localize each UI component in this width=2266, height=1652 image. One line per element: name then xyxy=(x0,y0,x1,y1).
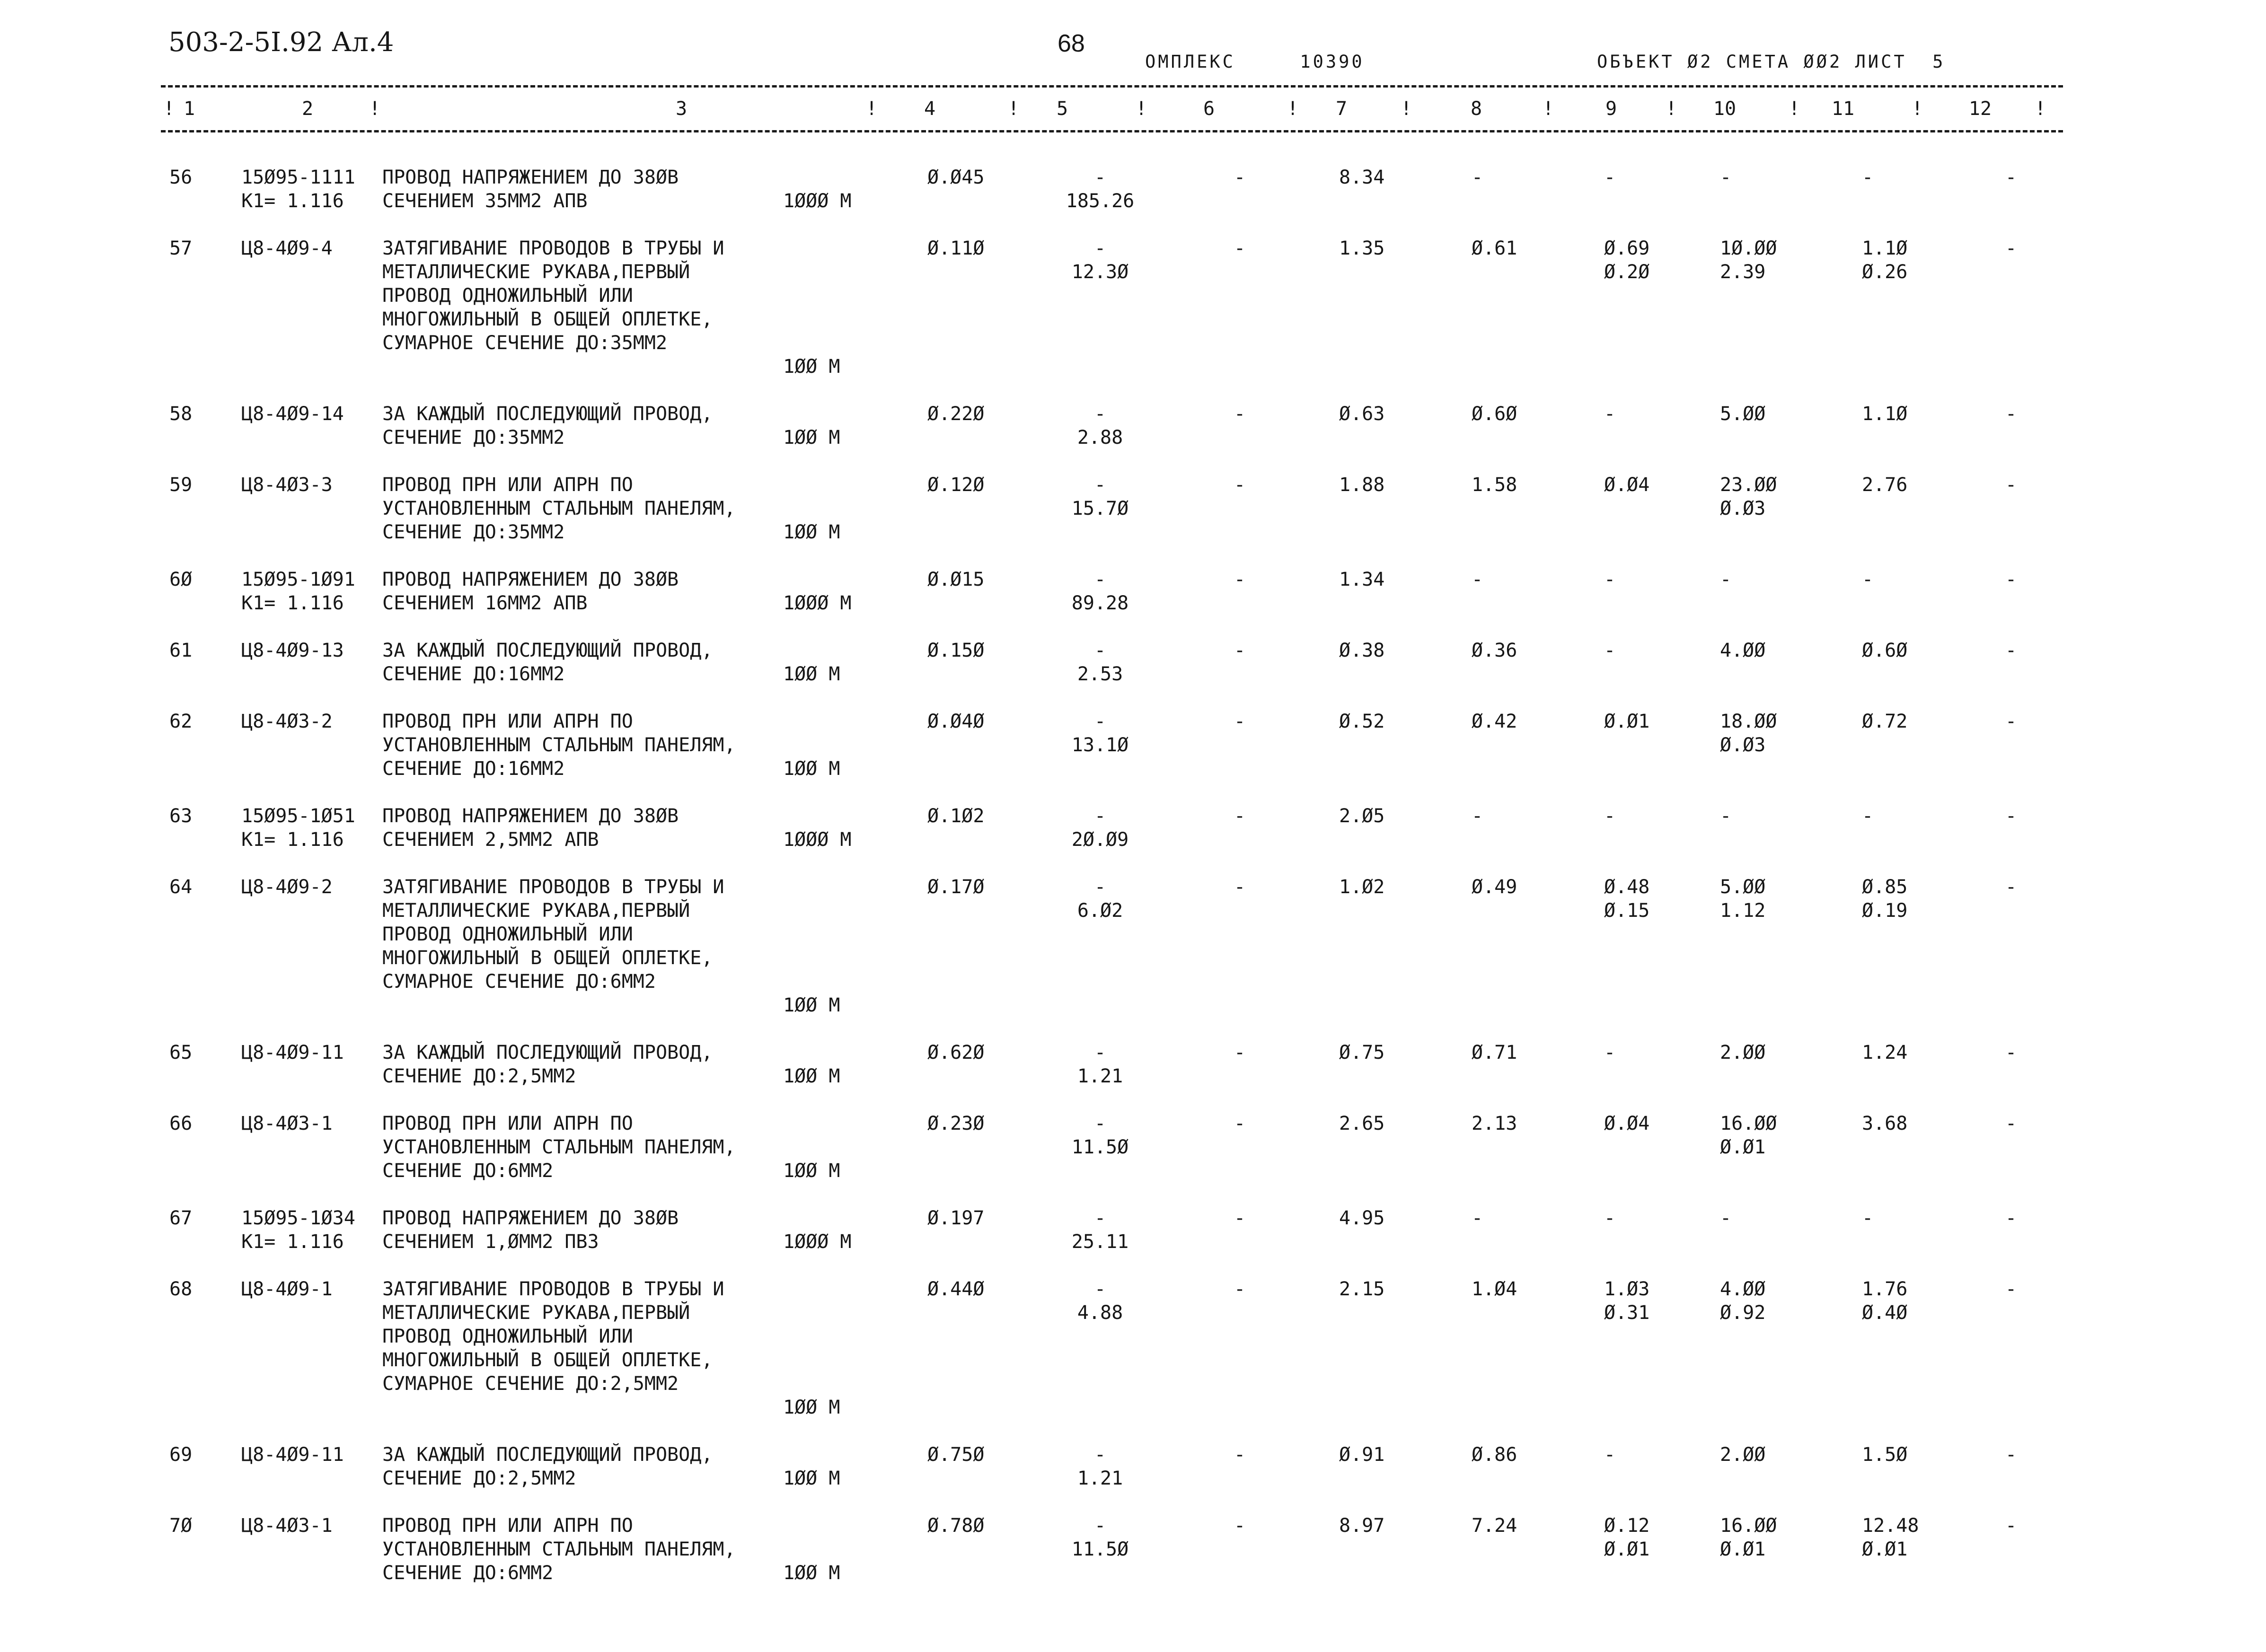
unit-cost: 1.21 xyxy=(1077,1065,1123,1087)
col7-value: 2.Ø5 xyxy=(1339,805,1385,827)
column-number-1: 1 xyxy=(183,98,195,120)
col11-value: 1.1Ø xyxy=(1862,237,1908,259)
col11-value: Ø.85 xyxy=(1862,876,1908,898)
col10-value: - xyxy=(1720,805,1732,827)
work-description-line: УСТАНОВЛЕННЫМ СТАЛЬНЫМ ПАНЕЛЯМ, xyxy=(382,1136,736,1158)
unit-cost-dash: - xyxy=(1094,711,1106,732)
work-description-line: ПРОВОД НАПРЯЖЕНИЕМ ДО 38ØВ xyxy=(382,805,679,827)
rate-code: Ц8-4Ø9-1 xyxy=(241,1278,333,1300)
row-number: 69 xyxy=(169,1444,193,1466)
measurement-unit: 1ØØ М xyxy=(783,1397,840,1418)
unit-cost: 2Ø.Ø9 xyxy=(1071,829,1129,851)
unit-cost: 25.11 xyxy=(1071,1231,1129,1253)
column-separator: ! xyxy=(1401,98,1412,120)
rate-code: Ц8-4Ø9-11 xyxy=(241,1042,344,1063)
work-description-line: ЗА КАЖДЫЙ ПОСЛЕДУЮЩИЙ ПРОВОД, xyxy=(382,1444,713,1466)
col8-value: 1.Ø4 xyxy=(1472,1278,1517,1300)
col8-value: Ø.6Ø xyxy=(1472,403,1517,425)
col12-value: - xyxy=(2005,474,2017,496)
col6-value: - xyxy=(1234,711,1246,732)
rate-code: Ц8-4Ø9-11 xyxy=(241,1444,344,1466)
unit-cost-dash: - xyxy=(1094,474,1106,496)
measurement-unit: 1ØØ М xyxy=(783,1467,840,1489)
quantity: Ø.23Ø xyxy=(927,1113,985,1134)
col11-value: 1.5Ø xyxy=(1862,1444,1908,1466)
measurement-unit: 1ØØØ М xyxy=(783,829,852,851)
col7-value: 1.34 xyxy=(1339,569,1385,590)
col10-value-sub: 2.39 xyxy=(1720,261,1766,283)
rate-code: Ц8-4Ø9-14 xyxy=(241,403,344,425)
quantity: Ø.11Ø xyxy=(927,237,985,259)
col6-value: - xyxy=(1234,474,1246,496)
col10-value: 4.ØØ xyxy=(1720,1278,1766,1300)
measurement-unit: 1ØØ М xyxy=(783,1562,840,1584)
col10-value: 2.ØØ xyxy=(1720,1042,1766,1063)
quantity: Ø.44Ø xyxy=(927,1278,985,1300)
col10-value: 18.ØØ xyxy=(1720,711,1777,732)
col7-value: Ø.91 xyxy=(1339,1444,1385,1466)
col7-value: 1.88 xyxy=(1339,474,1385,496)
col12-value: - xyxy=(2005,805,2017,827)
col11-value: - xyxy=(1862,805,1874,827)
measurement-unit: 1ØØ М xyxy=(783,1160,840,1182)
col6-value: - xyxy=(1234,1042,1246,1063)
work-description-line: СЕЧЕНИЕ ДО:35ММ2 xyxy=(382,427,565,448)
col10-value: - xyxy=(1720,167,1732,188)
row-number: 58 xyxy=(169,403,193,425)
coefficient: К1= 1.116 xyxy=(241,829,344,851)
col7-value: 8.34 xyxy=(1339,167,1385,188)
col6-value: - xyxy=(1234,403,1246,425)
col8-value: Ø.61 xyxy=(1472,237,1517,259)
col11-value-sub: Ø.4Ø xyxy=(1862,1302,1908,1324)
col9-value: - xyxy=(1604,640,1616,661)
unit-cost-dash: - xyxy=(1094,1278,1106,1300)
work-description-line: СЕЧЕНИЕ ДО:2,5ММ2 xyxy=(382,1065,576,1087)
measurement-unit: 1ØØ М xyxy=(783,356,840,378)
work-description-line: ЗА КАЖДЫЙ ПОСЛЕДУЮЩИЙ ПРОВОД, xyxy=(382,640,713,661)
col9-value: Ø.48 xyxy=(1604,876,1650,898)
work-description-line: СЕЧЕНИЕ ДО:16ММ2 xyxy=(382,663,565,685)
col11-value: 1.24 xyxy=(1862,1042,1908,1063)
col10-value: 4.ØØ xyxy=(1720,640,1766,661)
col11-value-sub: Ø.19 xyxy=(1862,900,1908,922)
col8-value: 2.13 xyxy=(1472,1113,1517,1134)
col10-value: 5.ØØ xyxy=(1720,403,1766,425)
work-description-line: ПРОВОД ПРН ИЛИ АПРН ПО xyxy=(382,1113,633,1134)
rate-code: 15Ø95-1111 xyxy=(241,167,355,188)
column-number-5: 5 xyxy=(1056,98,1068,120)
work-description-line: СЕЧЕНИЕМ 1,ØММ2 ПВ3 xyxy=(382,1231,599,1253)
unit-cost-dash: - xyxy=(1094,1207,1106,1229)
document-code: 503-2-5I.92 Ал.4 xyxy=(168,27,394,58)
unit-cost-dash: - xyxy=(1094,403,1106,425)
work-description-line: ЗА КАЖДЫЙ ПОСЛЕДУЮЩИЙ ПРОВОД, xyxy=(382,1042,713,1063)
work-description-line: МЕТАЛЛИЧЕСКИЕ РУКАВА,ПЕРВЫЙ xyxy=(382,900,690,922)
work-description-line: СЕЧЕНИЕМ 2,5ММ2 АПВ xyxy=(382,829,599,851)
work-description-line: СЕЧЕНИЕ ДО:6ММ2 xyxy=(382,1160,554,1182)
column-number-3: 3 xyxy=(675,98,688,120)
col10-value: 1Ø.ØØ xyxy=(1720,237,1777,259)
complex-number: ОМПЛЕКС 10390 xyxy=(1145,52,1365,72)
unit-cost: 2.88 xyxy=(1077,427,1123,448)
col9-value: Ø.69 xyxy=(1604,237,1650,259)
measurement-unit: 1ØØØ М xyxy=(783,190,852,212)
col10-value-sub: Ø.Ø3 xyxy=(1720,498,1766,519)
rate-code: Ц8-4Ø3-3 xyxy=(241,474,333,496)
quantity: Ø.62Ø xyxy=(927,1042,985,1063)
col12-value: - xyxy=(2005,1444,2017,1466)
column-number-4: 4 xyxy=(924,98,936,120)
quantity: Ø.75Ø xyxy=(927,1444,985,1466)
row-number: 66 xyxy=(169,1113,193,1134)
column-separator: ! xyxy=(1912,98,1923,120)
column-number-9: 9 xyxy=(1605,98,1617,120)
unit-cost: 4.88 xyxy=(1077,1302,1123,1324)
col11-value: Ø.72 xyxy=(1862,711,1908,732)
col11-value-sub: Ø.26 xyxy=(1862,261,1908,283)
unit-cost: 185.26 xyxy=(1066,190,1135,212)
measurement-unit: 1ØØØ М xyxy=(783,592,852,614)
column-number-7: 7 xyxy=(1335,98,1348,120)
col9-value: - xyxy=(1604,1444,1616,1466)
work-description-line: ПРОВОД ПРН ИЛИ АПРН ПО xyxy=(382,1515,633,1537)
col11-value: 12.48 xyxy=(1862,1515,1919,1537)
rate-code: Ц8-4Ø3-1 xyxy=(241,1113,333,1134)
quantity: Ø.12Ø xyxy=(927,474,985,496)
quantity: Ø.Ø4Ø xyxy=(927,711,985,732)
col10-value: 2.ØØ xyxy=(1720,1444,1766,1466)
work-description-line: ЗАТЯГИВАНИЕ ПРОВОДОВ В ТРУБЫ И xyxy=(382,1278,724,1300)
col8-value: Ø.71 xyxy=(1472,1042,1517,1063)
page-number: 68 xyxy=(1058,30,1085,57)
col7-value: 2.65 xyxy=(1339,1113,1385,1134)
unit-cost: 1.21 xyxy=(1077,1467,1123,1489)
work-description-line: ЗАТЯГИВАНИЕ ПРОВОДОВ В ТРУБЫ И xyxy=(382,237,724,259)
rate-code: Ц8-4Ø9-4 xyxy=(241,237,333,259)
col9-value: Ø.Ø1 xyxy=(1604,711,1650,732)
quantity: Ø.17Ø xyxy=(927,876,985,898)
column-separator: ! xyxy=(1136,98,1147,120)
work-description-line: МНОГОЖИЛЬНЫЙ В ОБЩЕЙ ОПЛЕТКЕ, xyxy=(382,947,713,969)
col12-value: - xyxy=(2005,1278,2017,1300)
col6-value: - xyxy=(1234,640,1246,661)
row-number: 65 xyxy=(169,1042,193,1063)
col10-value: 23.ØØ xyxy=(1720,474,1777,496)
coefficient: К1= 1.116 xyxy=(241,190,344,212)
col7-value: 1.35 xyxy=(1339,237,1385,259)
measurement-unit: 1ØØØ М xyxy=(783,1231,852,1253)
col7-value: 2.15 xyxy=(1339,1278,1385,1300)
work-description-line: МНОГОЖИЛЬНЫЙ В ОБЩЕЙ ОПЛЕТКЕ, xyxy=(382,1349,713,1371)
row-number: 68 xyxy=(169,1278,193,1300)
column-separator: ! xyxy=(1666,98,1677,120)
column-separator: ! xyxy=(369,98,381,120)
row-number: 57 xyxy=(169,237,193,259)
measurement-unit: 1ØØ М xyxy=(783,663,840,685)
quantity: Ø.22Ø xyxy=(927,403,985,425)
work-description-line: СУМАРНОЕ СЕЧЕНИЕ ДО:2,5ММ2 xyxy=(382,1373,679,1395)
col12-value: - xyxy=(2005,1515,2017,1537)
work-description-line: ПРОВОД ПРН ИЛИ АПРН ПО xyxy=(382,474,633,496)
rate-code: 15Ø95-1Ø51 xyxy=(241,805,355,827)
work-description-line: СЕЧЕНИЕ ДО:16ММ2 xyxy=(382,758,565,780)
col11-value: 1.76 xyxy=(1862,1278,1908,1300)
column-separator: ! xyxy=(163,98,175,120)
col12-value: - xyxy=(2005,403,2017,425)
coefficient: К1= 1.116 xyxy=(241,1231,344,1253)
col7-value: 1.Ø2 xyxy=(1339,876,1385,898)
object-estimate-sheet: ОБЪЕКТ Ø2 СМЕТА ØØ2 ЛИСТ 5 xyxy=(1597,52,1946,72)
col9-value: - xyxy=(1604,569,1616,590)
column-separator: ! xyxy=(1287,98,1299,120)
work-description-line: ЗА КАЖДЫЙ ПОСЛЕДУЮЩИЙ ПРОВОД, xyxy=(382,403,713,425)
row-number: 62 xyxy=(169,711,193,732)
col9-value: - xyxy=(1604,403,1616,425)
col11-value: - xyxy=(1862,167,1874,188)
col9-value-sub: Ø.Ø1 xyxy=(1604,1538,1650,1560)
col10-value-sub: Ø.92 xyxy=(1720,1302,1766,1324)
work-description-line: МЕТАЛЛИЧЕСКИЕ РУКАВА,ПЕРВЫЙ xyxy=(382,261,690,283)
work-description-line: ПРОВОД ОДНОЖИЛЬНЫЙ ИЛИ xyxy=(382,285,633,307)
col6-value: - xyxy=(1234,569,1246,590)
column-number-8: 8 xyxy=(1470,98,1482,120)
column-separator: ! xyxy=(866,98,878,120)
unit-cost: 15.7Ø xyxy=(1071,498,1129,519)
col10-value: - xyxy=(1720,569,1732,590)
rate-code: Ц8-4Ø3-2 xyxy=(241,711,333,732)
unit-cost: 89.28 xyxy=(1071,592,1129,614)
column-separator: ! xyxy=(1008,98,1020,120)
col9-value-sub: Ø.15 xyxy=(1604,900,1650,922)
col12-value: - xyxy=(2005,1042,2017,1063)
col8-value: 7.24 xyxy=(1472,1515,1517,1537)
work-description-line: СЕЧЕНИЕ ДО:6ММ2 xyxy=(382,1562,554,1584)
col9-value: - xyxy=(1604,805,1616,827)
col9-value: - xyxy=(1604,1207,1616,1229)
measurement-unit: 1ØØ М xyxy=(783,758,840,780)
row-number: 59 xyxy=(169,474,193,496)
col9-value: - xyxy=(1604,167,1616,188)
col7-value: Ø.52 xyxy=(1339,711,1385,732)
col10-value-sub: 1.12 xyxy=(1720,900,1766,922)
rate-code: Ц8-4Ø9-13 xyxy=(241,640,344,661)
row-number: 7Ø xyxy=(169,1515,193,1537)
column-number-6: 6 xyxy=(1203,98,1215,120)
rate-code: 15Ø95-1Ø34 xyxy=(241,1207,355,1229)
row-number: 67 xyxy=(169,1207,193,1229)
measurement-unit: 1ØØ М xyxy=(783,427,840,448)
col12-value: - xyxy=(2005,640,2017,661)
quantity: Ø.Ø15 xyxy=(927,569,985,590)
work-description-line: УСТАНОВЛЕННЫМ СТАЛЬНЫМ ПАНЕЛЯМ, xyxy=(382,498,736,519)
unit-cost-dash: - xyxy=(1094,640,1106,661)
col6-value: - xyxy=(1234,167,1246,188)
unit-cost: 12.3Ø xyxy=(1071,261,1129,283)
col6-value: - xyxy=(1234,876,1246,898)
work-description-line: ПРОВОД ПРН ИЛИ АПРН ПО xyxy=(382,711,633,732)
column-number-10: 10 xyxy=(1713,98,1737,120)
unit-cost: 11.5Ø xyxy=(1071,1538,1129,1560)
col6-value: - xyxy=(1234,1515,1246,1537)
coefficient: К1= 1.116 xyxy=(241,592,344,614)
col12-value: - xyxy=(2005,711,2017,732)
col6-value: - xyxy=(1234,1113,1246,1134)
column-separator: ! xyxy=(1543,98,1554,120)
quantity: Ø.1Ø2 xyxy=(927,805,985,827)
unit-cost: 13.1Ø xyxy=(1071,734,1129,756)
row-number: 56 xyxy=(169,167,193,188)
col9-value: 1.Ø3 xyxy=(1604,1278,1650,1300)
col10-value-sub: Ø.Ø3 xyxy=(1720,734,1766,756)
col7-value: Ø.75 xyxy=(1339,1042,1385,1063)
col8-value: 1.58 xyxy=(1472,474,1517,496)
col10-value: 16.ØØ xyxy=(1720,1515,1777,1537)
unit-cost-dash: - xyxy=(1094,1515,1106,1537)
col11-value: - xyxy=(1862,569,1874,590)
col10-value-sub: Ø.Ø1 xyxy=(1720,1136,1766,1158)
col10-value: - xyxy=(1720,1207,1732,1229)
work-description-line: СЕЧЕНИЕМ 16ММ2 АПВ xyxy=(382,592,588,614)
col9-value: Ø.12 xyxy=(1604,1515,1650,1537)
col6-value: - xyxy=(1234,1207,1246,1229)
col10-value: 16.ØØ xyxy=(1720,1113,1777,1134)
quantity: Ø.78Ø xyxy=(927,1515,985,1537)
col8-value: - xyxy=(1472,569,1483,590)
col12-value: - xyxy=(2005,1207,2017,1229)
work-description-line: ПРОВОД ОДНОЖИЛЬНЫЙ ИЛИ xyxy=(382,923,633,945)
col6-value: - xyxy=(1234,237,1246,259)
measurement-unit: 1ØØ М xyxy=(783,1065,840,1087)
column-number-2: 2 xyxy=(301,98,314,120)
work-description-line: ПРОВОД НАПРЯЖЕНИЕМ ДО 38ØВ xyxy=(382,569,679,590)
col7-value: Ø.38 xyxy=(1339,640,1385,661)
row-number: 63 xyxy=(169,805,193,827)
unit-cost-dash: - xyxy=(1094,1113,1106,1134)
col7-value: Ø.63 xyxy=(1339,403,1385,425)
work-description-line: ЗАТЯГИВАНИЕ ПРОВОДОВ В ТРУБЫ И xyxy=(382,876,724,898)
col10-value: 5.ØØ xyxy=(1720,876,1766,898)
col12-value: - xyxy=(2005,237,2017,259)
row-number: 61 xyxy=(169,640,193,661)
work-description-line: ПРОВОД ОДНОЖИЛЬНЫЙ ИЛИ xyxy=(382,1326,633,1347)
col6-value: - xyxy=(1234,805,1246,827)
rate-code: 15Ø95-1Ø91 xyxy=(241,569,355,590)
rate-code: Ц8-4Ø9-2 xyxy=(241,876,333,898)
col8-value: Ø.42 xyxy=(1472,711,1517,732)
measurement-unit: 1ØØ М xyxy=(783,521,840,543)
work-description-line: СЕЧЕНИЕ ДО:2,5ММ2 xyxy=(382,1467,576,1489)
quantity: Ø.15Ø xyxy=(927,640,985,661)
col10-value-sub: Ø.Ø1 xyxy=(1720,1538,1766,1560)
unit-cost-dash: - xyxy=(1094,876,1106,898)
col8-value: - xyxy=(1472,167,1483,188)
col11-value: 3.68 xyxy=(1862,1113,1908,1134)
measurement-unit: 1ØØ М xyxy=(783,994,840,1016)
work-description-line: ПРОВОД НАПРЯЖЕНИЕМ ДО 38ØВ xyxy=(382,1207,679,1229)
unit-cost-dash: - xyxy=(1094,569,1106,590)
col6-value: - xyxy=(1234,1278,1246,1300)
unit-cost: 2.53 xyxy=(1077,663,1123,685)
row-number: 64 xyxy=(169,876,193,898)
col12-value: - xyxy=(2005,876,2017,898)
unit-cost-dash: - xyxy=(1094,167,1106,188)
unit-cost-dash: - xyxy=(1094,1444,1106,1466)
work-description-line: УСТАНОВЛЕННЫМ СТАЛЬНЫМ ПАНЕЛЯМ, xyxy=(382,1538,736,1560)
col11-value: 2.76 xyxy=(1862,474,1908,496)
col12-value: - xyxy=(2005,569,2017,590)
col8-value: Ø.86 xyxy=(1472,1444,1517,1466)
col9-value: Ø.Ø4 xyxy=(1604,1113,1650,1134)
work-description-line: МЕТАЛЛИЧЕСКИЕ РУКАВА,ПЕРВЫЙ xyxy=(382,1302,690,1324)
work-description-line: СУМАРНОЕ СЕЧЕНИЕ ДО:35ММ2 xyxy=(382,332,668,354)
unit-cost-dash: - xyxy=(1094,1042,1106,1063)
work-description-line: СУМАРНОЕ СЕЧЕНИЕ ДО:6ММ2 xyxy=(382,971,656,993)
col9-value: - xyxy=(1604,1042,1616,1063)
col11-value-sub: Ø.Ø1 xyxy=(1862,1538,1908,1560)
col8-value: - xyxy=(1472,1207,1483,1229)
unit-cost-dash: - xyxy=(1094,805,1106,827)
row-number: 6Ø xyxy=(169,569,193,590)
quantity: Ø.Ø45 xyxy=(927,167,985,188)
col7-value: 8.97 xyxy=(1339,1515,1385,1537)
col8-value: Ø.36 xyxy=(1472,640,1517,661)
col9-value: Ø.Ø4 xyxy=(1604,474,1650,496)
work-description-line: УСТАНОВЛЕННЫМ СТАЛЬНЫМ ПАНЕЛЯМ, xyxy=(382,734,736,756)
work-description-line: СЕЧЕНИЕ ДО:35ММ2 xyxy=(382,521,565,543)
col8-value: - xyxy=(1472,805,1483,827)
col8-value: Ø.49 xyxy=(1472,876,1517,898)
work-description-line: СЕЧЕНИЕМ 35ММ2 АПВ xyxy=(382,190,588,212)
col9-value-sub: Ø.2Ø xyxy=(1604,261,1650,283)
column-number-12: 12 xyxy=(1968,98,1992,120)
col11-value: Ø.6Ø xyxy=(1862,640,1908,661)
col12-value: - xyxy=(2005,1113,2017,1134)
col7-value: 4.95 xyxy=(1339,1207,1385,1229)
work-description-line: ПРОВОД НАПРЯЖЕНИЕМ ДО 38ØВ xyxy=(382,167,679,188)
col9-value-sub: Ø.31 xyxy=(1604,1302,1650,1324)
work-description-line: МНОГОЖИЛЬНЫЙ В ОБЩЕЙ ОПЛЕТКЕ, xyxy=(382,308,713,330)
rate-code: Ц8-4Ø3-1 xyxy=(241,1515,333,1537)
column-separator: ! xyxy=(1789,98,1800,120)
col11-value: - xyxy=(1862,1207,1874,1229)
unit-cost-dash: - xyxy=(1094,237,1106,259)
column-number-11: 11 xyxy=(1831,98,1855,120)
column-separator: ! xyxy=(2035,98,2046,120)
unit-cost: 11.5Ø xyxy=(1071,1136,1129,1158)
col12-value: - xyxy=(2005,167,2017,188)
col11-value: 1.1Ø xyxy=(1862,403,1908,425)
quantity: Ø.197 xyxy=(927,1207,985,1229)
col6-value: - xyxy=(1234,1444,1246,1466)
unit-cost: 6.Ø2 xyxy=(1077,900,1123,922)
